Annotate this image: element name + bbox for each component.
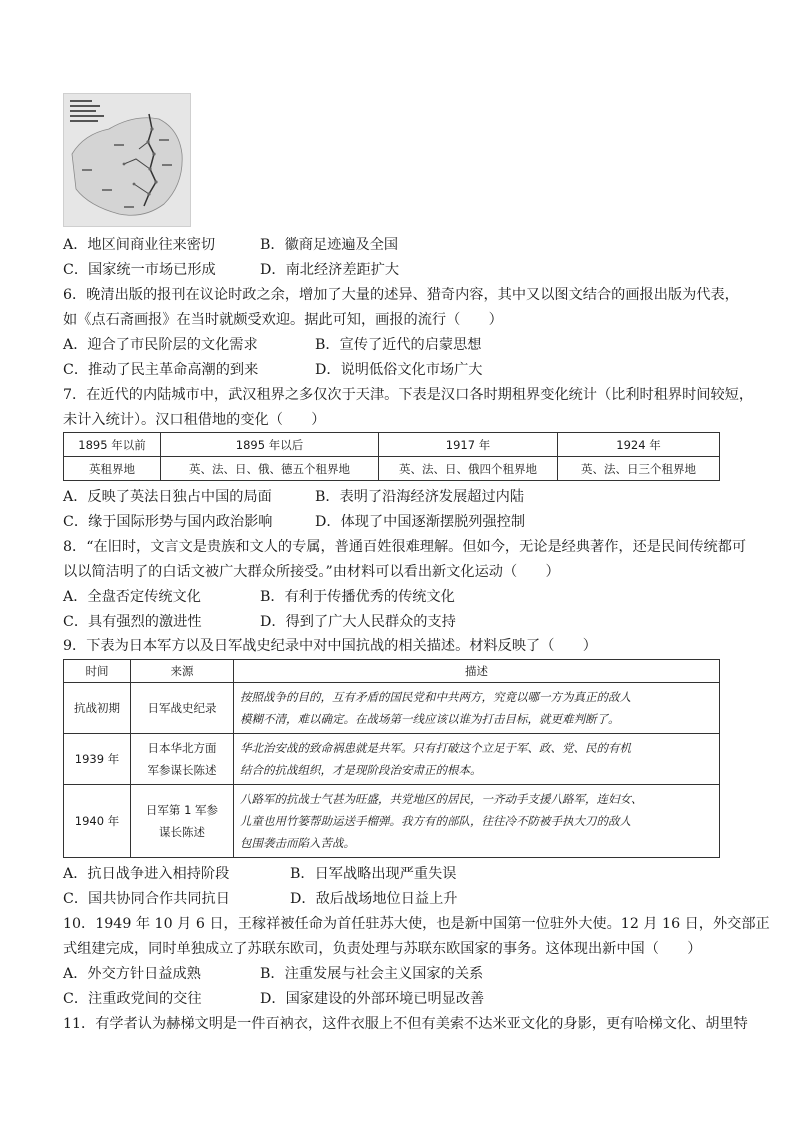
- q6-option-d[interactable]: D．说明低俗文化市场广大: [315, 362, 483, 378]
- table-header-cell: 1924 年: [558, 433, 720, 457]
- table-header-row: [64, 660, 720, 683]
- q9-option-b[interactable]: B．日军战略出现严重失误: [290, 866, 457, 882]
- table-row: [64, 785, 720, 858]
- q7-option-a[interactable]: A．反映了英法日独占中国的局面: [63, 489, 272, 505]
- table-cell-source: [131, 785, 234, 858]
- q8-option-b[interactable]: B．有利于传播优秀的传统文化: [260, 589, 455, 605]
- table-cell-desc: [234, 683, 720, 734]
- q6-stem-line2: 如《点石斋画报》在当时就颇受欢迎。据此可知，画报的流行（ ）: [63, 312, 503, 328]
- q10-option-a[interactable]: A．外交方针日益成熟: [63, 966, 201, 982]
- q9-option-c[interactable]: C．国共协同合作共同抗日: [63, 891, 230, 907]
- q9-stem: 9．下表为日本军方以及日军战史纪录中对中国抗战的相关描述。材料反映了（ ）: [63, 638, 597, 654]
- q9-option-d[interactable]: D．敌后战场地位日益上升: [290, 891, 458, 907]
- table-cell-desc: [234, 734, 720, 785]
- table-row: [64, 457, 720, 481]
- anti-japanese-war-table: [63, 659, 720, 858]
- trade-route-map: [63, 93, 191, 227]
- q5-option-a[interactable]: A．地区间商业往来密切: [63, 237, 216, 253]
- desc-line: 结合的抗战组织，才是现阶段治安肃正的根本。: [240, 763, 482, 777]
- table-row: [64, 683, 720, 734]
- q6-option-a[interactable]: A．迎合了市民阶层的文化需求: [63, 337, 258, 353]
- table-header-cell: 1895 年以前: [64, 433, 161, 457]
- q7-option-b[interactable]: B．表明了沿海经济发展超过内陆: [315, 489, 525, 505]
- q9-option-a[interactable]: A．抗日战争进入相持阶段: [63, 866, 230, 882]
- q7-stem-line2: 未计入统计）。汉口租借地的变化（ ）: [63, 412, 326, 428]
- table-cell: 英、法、日、俄、德五个租界地: [161, 457, 379, 481]
- q10-stem-line2: 式组建完成，同时单独成立了苏联东欧司，负责处理与苏联东欧国家的事务。这体现出新中国（ ）: [63, 941, 702, 957]
- q7-option-d[interactable]: D．体现了中国逐渐摆脱列强控制: [315, 514, 526, 530]
- q6-option-b[interactable]: B．宣传了近代的启蒙思想: [315, 337, 482, 353]
- q7-stem-line1: 7．在近代的内陆城市中，武汉租界之多仅次于天津。下表是汉口各时期租界变化统计（比利时租界时间较短，: [63, 387, 754, 403]
- q8-stem-line1: 8．“在旧时，文言文是贵族和文人的专属，普通百姓很难理解。但如今，无论是经典著作，还是民间传统都可: [63, 539, 747, 555]
- desc-line: 包围袭击而陷入苦战。: [240, 836, 355, 850]
- q5-option-d[interactable]: D．南北经济差距扩大: [260, 262, 400, 278]
- q8-option-c[interactable]: C．具有强烈的激进性: [63, 614, 202, 630]
- table-cell-time: 1939 年: [64, 734, 131, 785]
- desc-line: 华北治安战的致命祸患就是共军。只有打破这个立足于军、政、党、民的有机: [240, 741, 631, 755]
- desc-line: 儿童也用竹篓帮助运送手榴弹。我方有的部队，往往冷不防被手执大刀的敌人: [240, 814, 631, 828]
- q10-option-d[interactable]: D．国家建设的外部环境已明显改善: [260, 991, 485, 1007]
- q8-stem-line2: 以以简洁明了的白话文被广大群众所接受。”由材料可以看出新文化运动（ ）: [63, 564, 560, 580]
- q10-option-b[interactable]: B．注重发展与社会主义国家的关系: [260, 966, 484, 982]
- table-header-cell: 1895 年以后: [161, 433, 379, 457]
- table-cell-desc: [234, 785, 720, 858]
- table-cell: 英租界地: [64, 457, 161, 481]
- q7-option-c[interactable]: C．缘于国际形势与国内政治影响: [63, 514, 273, 530]
- q8-option-d[interactable]: D．得到了广大人民群众的支持: [260, 614, 456, 630]
- table-row: [64, 734, 720, 785]
- source-line: 日本华北方面: [147, 741, 217, 755]
- table-cell-time: 抗战初期: [64, 683, 131, 734]
- table-header-row: [64, 433, 720, 457]
- concession-table: [63, 432, 720, 481]
- table-header-cell: 来源: [131, 660, 234, 683]
- source-line: 谋长陈述: [159, 825, 205, 839]
- table-cell-source: 日军战史纪录: [131, 683, 234, 734]
- desc-line: 按照战争的目的，互有矛盾的国民党和中共两方，究竟以哪一方为真正的敌人: [240, 690, 631, 704]
- q10-stem-line1: 10．1949 年 10 月 6 日，王稼祥被任命为首任驻苏大使，也是新中国第一位驻外大使。12 月 16 日，外交部正: [63, 916, 770, 932]
- table-cell: 英、法、日三个租界地: [558, 457, 720, 481]
- table-cell-source: [131, 734, 234, 785]
- q5-option-c[interactable]: C．国家统一市场已形成: [63, 262, 216, 278]
- table-header-cell: 描述: [234, 660, 720, 683]
- table-header-cell: 时间: [64, 660, 131, 683]
- desc-line: 八路军的抗战士气甚为旺盛，共党地区的居民，一齐动手支援八路军，连妇女、: [240, 792, 643, 806]
- map-figure: [64, 94, 190, 226]
- q6-option-c[interactable]: C．推动了民主革命高潮的到来: [63, 362, 259, 378]
- q11-stem-line1: 11．有学者认为赫梯文明是一件百衲衣，这件衣服上不但有美索不达米亚文化的身影，更有哈梯文化、胡里特: [63, 1016, 748, 1032]
- q6-stem-line1: 6．晚清出版的报刊在议论时政之余，增加了大量的述异、猎奇内容，其中又以图文结合的画报出版为代表，: [63, 287, 739, 303]
- source-line: 日军第 1 军参: [145, 803, 219, 817]
- q5-option-b[interactable]: B．徽商足迹遍及全国: [260, 237, 399, 253]
- desc-line: 模糊不清，难以确定。在战场第一线应该以谁为打击目标，就更难判断了。: [240, 712, 620, 726]
- table-header-cell: 1917 年: [379, 433, 558, 457]
- table-cell-time: 1940 年: [64, 785, 131, 858]
- source-line: 军参谋长陈述: [147, 763, 217, 777]
- table-cell: 英、法、日、俄四个租界地: [379, 457, 558, 481]
- q8-option-a[interactable]: A．全盘否定传统文化: [63, 589, 201, 605]
- q10-option-c[interactable]: C．注重政党间的交往: [63, 991, 202, 1007]
